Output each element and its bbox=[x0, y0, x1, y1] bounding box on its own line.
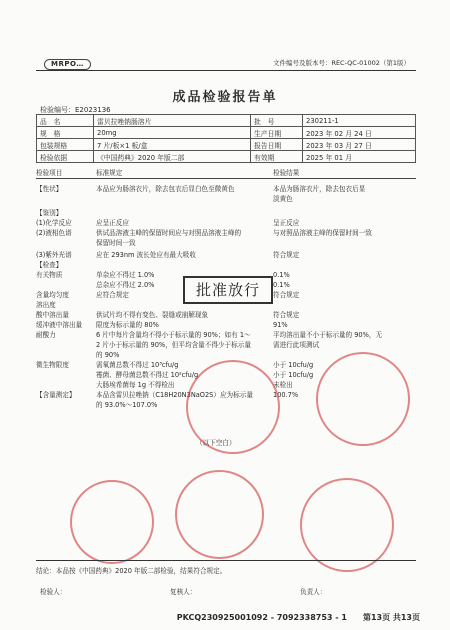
row-standard: 霉菌、酵母菌总数不得过 10²cfu/g bbox=[96, 371, 199, 379]
row-result: 淡黄色 bbox=[273, 195, 293, 203]
info-cell: 2025 年 01 月 bbox=[303, 151, 416, 163]
row-result: 符合规定 bbox=[273, 291, 300, 299]
info-row bbox=[37, 151, 416, 163]
row-standard: 2 片小于标示量的 90%，但平均含量不得少于标示量 bbox=[96, 341, 251, 349]
row-standard: 限度为标示量的 80% bbox=[96, 321, 159, 329]
red-seal-1 bbox=[186, 360, 280, 454]
info-row bbox=[37, 127, 416, 139]
row-result: 平均溶出量不小于标示量的 90%，无 bbox=[273, 331, 383, 339]
row-standard: 单杂应不得过 1.0% bbox=[96, 271, 155, 279]
page-footer: PKCQ230925001092 - 7092338753 - 1 第13页 共13页 bbox=[176, 613, 420, 622]
info-cell: 规 格 bbox=[37, 127, 94, 139]
row-standard: 本品应为肠溶衣片，除去包衣后显白色至微黄色 bbox=[96, 185, 235, 193]
info-row bbox=[37, 115, 416, 127]
info-cell: 报告日期 bbox=[251, 139, 303, 151]
row-result: 需进行此项测试 bbox=[273, 341, 320, 349]
row-result: 与对照品溶液主峰的保留时间一致 bbox=[273, 229, 372, 237]
row-result: 未检出 bbox=[273, 381, 293, 389]
red-seal-4 bbox=[175, 470, 264, 559]
row-result: 本品为肠溶衣片，除去包衣后显 bbox=[273, 185, 366, 193]
row-standard: 的 90% bbox=[96, 351, 120, 359]
row-item: (1)化学反应 bbox=[36, 219, 72, 227]
results-header bbox=[36, 168, 416, 179]
header-item: 检验项目 bbox=[36, 169, 63, 177]
row-item: 酸中溶出量 bbox=[36, 311, 69, 319]
info-cell: 生产日期 bbox=[251, 127, 303, 139]
info-cell: 230211-1 bbox=[303, 115, 416, 127]
row-standard: 应在 293nm 波长处应有最大吸收 bbox=[96, 251, 196, 259]
info-cell: 2023 年 03 月 27 日 bbox=[303, 139, 416, 151]
info-cell: 检验依据 bbox=[37, 151, 94, 163]
row-standard: 本品含雷贝拉唑钠（C18H20N3NaO2S）应为标示量 bbox=[96, 391, 253, 399]
info-cell: 《中国药典》2020 年版二部 bbox=[94, 151, 251, 163]
row-item: 【性状】 bbox=[36, 185, 63, 193]
info-cell: 批 号 bbox=[251, 115, 303, 127]
header-divider bbox=[36, 70, 416, 71]
info-cell: 有效期 bbox=[251, 151, 303, 163]
report-number: 检验编号：E2023136 bbox=[40, 106, 111, 114]
red-seal-2 bbox=[316, 352, 410, 446]
row-standard: 大肠埃希菌每 1g 不得检出 bbox=[96, 381, 175, 389]
company-logo: MRPO… bbox=[44, 59, 91, 70]
signature-inspector: 检验人： bbox=[40, 588, 67, 596]
row-item: 【鉴别】 bbox=[36, 209, 63, 217]
row-standard: 6 片中每片含量均不得小于标示量的 90%；如有 1～ bbox=[96, 331, 251, 339]
info-cell: 品 名 bbox=[37, 115, 94, 127]
info-cell: 雷贝拉唑钠肠溶片 bbox=[94, 115, 251, 127]
row-item: 【检查】 bbox=[36, 261, 63, 269]
row-item: 耐酸力 bbox=[36, 331, 56, 339]
row-result: 0.1% bbox=[273, 271, 290, 279]
info-cell: 包装规格 bbox=[37, 139, 94, 151]
row-item: 微生物限度 bbox=[36, 361, 69, 369]
row-standard: 总杂应不得过 2.0% bbox=[96, 281, 155, 289]
row-standard: 的 93.0%～107.0% bbox=[96, 401, 158, 409]
red-seal-3 bbox=[70, 480, 154, 564]
row-standard: 需氧菌总数不得过 10³cfu/g bbox=[96, 361, 179, 369]
page-title: 成品检验报告单 bbox=[172, 90, 278, 105]
row-standard: 保留时间一致 bbox=[96, 239, 136, 247]
row-result: 0.1% bbox=[273, 281, 290, 289]
info-cell: 20mg bbox=[94, 127, 251, 139]
conclusion: 结论：本品按《中国药典》2020 年版二部检验，结果符合规定。 bbox=[36, 567, 227, 575]
blank-note: （以下空白） bbox=[196, 439, 236, 447]
row-item: 【含量测定】 bbox=[36, 391, 76, 399]
row-standard: 应符合规定 bbox=[96, 291, 129, 299]
header-standard: 标准规定 bbox=[96, 169, 123, 177]
footer-divider bbox=[36, 560, 416, 561]
row-standard: 供试品溶液主峰的保留时间应与对照品溶液主峰的 bbox=[96, 229, 242, 237]
row-item: (2)液相色谱 bbox=[36, 229, 72, 237]
info-row bbox=[37, 139, 416, 151]
row-result: 91% bbox=[273, 321, 288, 329]
row-item: 缓冲液中溶出量 bbox=[36, 321, 83, 329]
signature-reviewer: 复核人： bbox=[170, 588, 197, 596]
row-result: 呈正反应 bbox=[273, 219, 300, 227]
info-cell: 7 片/板×1 板/盒 bbox=[94, 139, 251, 151]
row-item: (3)紫外光谱 bbox=[36, 251, 72, 259]
document-number: 文件编号及版本号：REC-QC-01002（第1版） bbox=[272, 59, 410, 67]
row-standard: 应呈正反应 bbox=[96, 219, 129, 227]
row-result: 100.7% bbox=[273, 391, 299, 399]
row-result: 小于 10cfu/g bbox=[273, 361, 314, 369]
signature-manager: 负责人： bbox=[300, 588, 327, 596]
info-cell: 2023 年 02 月 24 日 bbox=[303, 127, 416, 139]
row-standard: 供试片均不得有变色、裂缝或崩解现象 bbox=[96, 311, 209, 319]
row-item: 溶出度 bbox=[36, 301, 56, 309]
row-result: 符合规定 bbox=[273, 311, 300, 319]
info-table bbox=[36, 114, 416, 163]
row-item: 含量均匀度 bbox=[36, 291, 69, 299]
header-result: 检验结果 bbox=[273, 169, 300, 177]
release-stamp: 批准放行 bbox=[183, 276, 273, 304]
red-seal-5 bbox=[300, 478, 394, 572]
row-result: 小于 10cfu/g bbox=[273, 371, 314, 379]
row-result: 符合规定 bbox=[273, 251, 300, 259]
row-item: 有关物质 bbox=[36, 271, 63, 279]
